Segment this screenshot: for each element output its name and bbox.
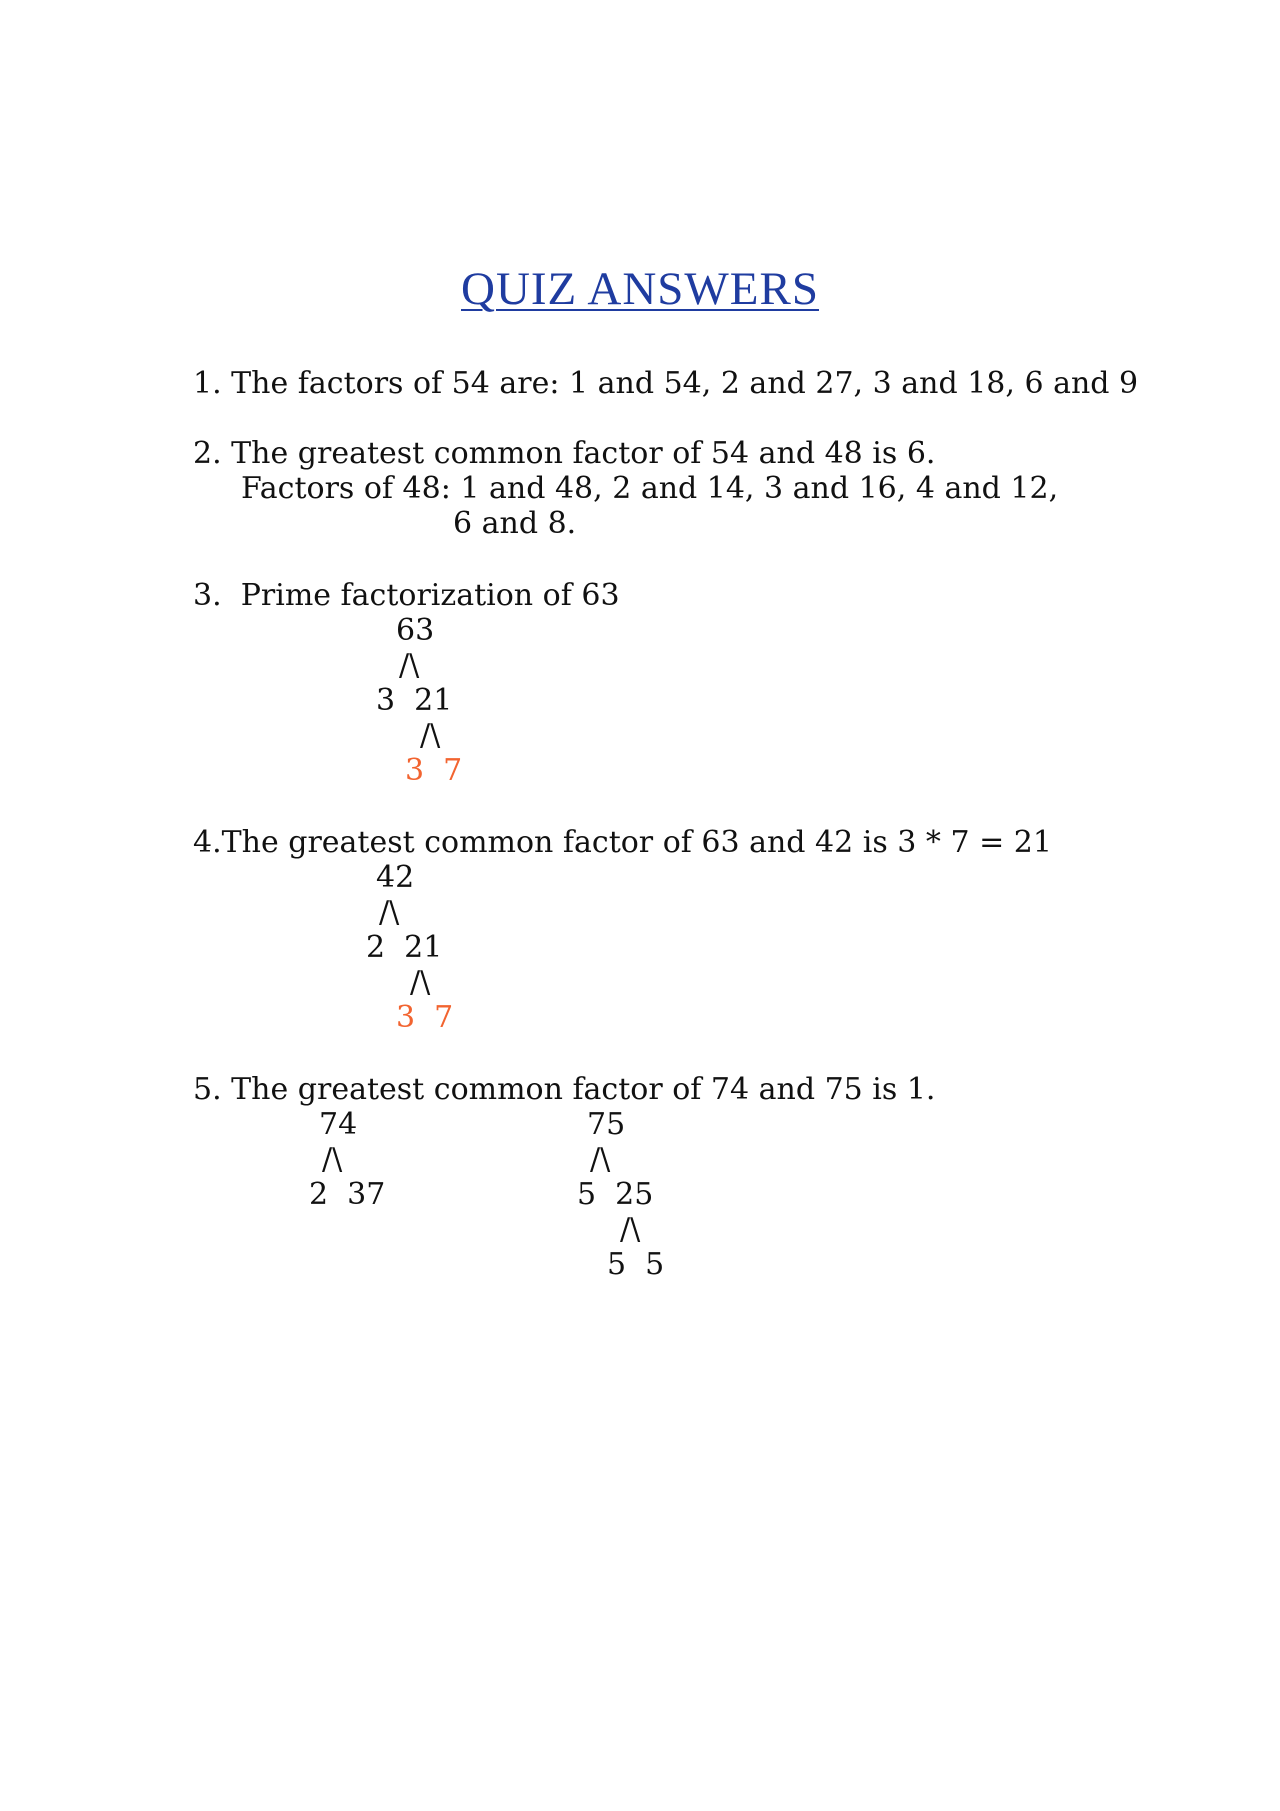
answer-3-text: 3. Prime factorization of 63 xyxy=(193,578,620,613)
answer-1-text: 1. The factors of 54 are: 1 and 54, 2 and 27, 3 and 18, 6 and 9 xyxy=(193,366,1139,401)
tree-level-1: 3 21 xyxy=(376,683,453,718)
answer-2-detail-line2: 6 and 8. xyxy=(453,506,577,541)
answer-2-detail-line1: Factors of 48: 1 and 48, 2 and 14, 3 and 16, 4 and 12, xyxy=(241,471,1059,506)
tree-prime-leaves: 3 7 xyxy=(396,1000,454,1035)
tree-level-1: 2 37 xyxy=(309,1177,386,1212)
tree-level-1: 5 25 xyxy=(577,1177,654,1212)
tree-level-1: 2 21 xyxy=(366,930,443,965)
tree-branch: /\ xyxy=(410,965,431,1000)
tree-branch: /\ xyxy=(399,648,420,683)
tree-branch: /\ xyxy=(379,895,400,930)
tree-branch: /\ xyxy=(620,1212,641,1247)
tree-branch: /\ xyxy=(322,1142,343,1177)
answer-4-text: 4.The greatest common factor of 63 and 42 is 3 * 7 = 21 xyxy=(193,825,1052,860)
answer-5-text: 5. The greatest common factor of 74 and 75 is 1. xyxy=(193,1072,936,1107)
tree-prime-leaves: 3 7 xyxy=(405,753,463,788)
tree-branch: /\ xyxy=(420,718,441,753)
tree-root: 63 xyxy=(396,613,435,648)
answer-2-text: 2. The greatest common factor of 54 and 48 is 6. xyxy=(193,436,936,471)
tree-leaves: 5 5 xyxy=(607,1247,665,1282)
tree-root: 75 xyxy=(587,1107,626,1142)
page-title: QUIZ ANSWERS xyxy=(461,263,819,315)
tree-root: 42 xyxy=(376,860,415,895)
tree-root: 74 xyxy=(319,1107,358,1142)
tree-branch: /\ xyxy=(590,1142,611,1177)
